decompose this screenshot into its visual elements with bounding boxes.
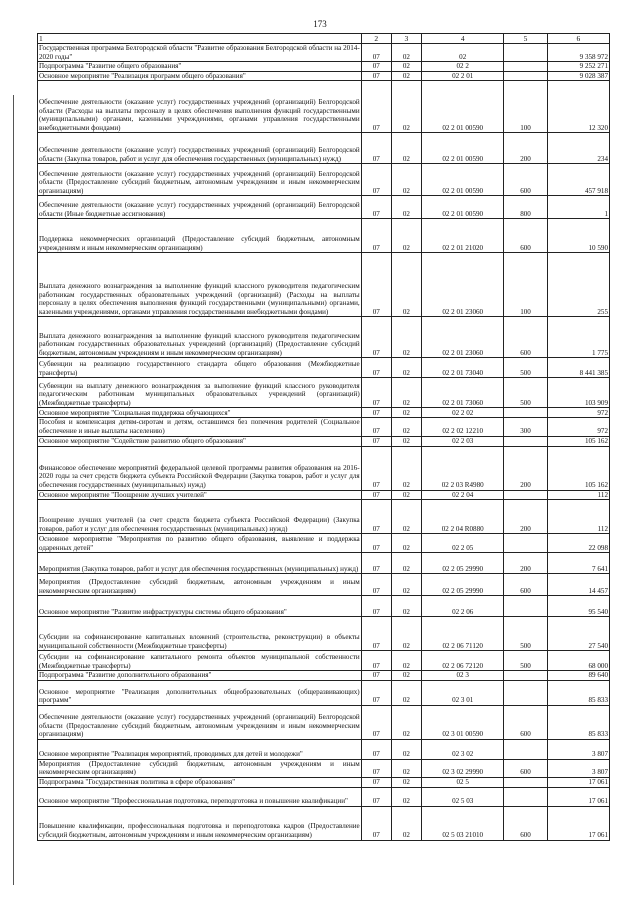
row-target-code: 02 5 03 21010 <box>422 806 504 840</box>
row-subsection: 02 <box>391 44 421 62</box>
header-col-4: 4 <box>422 34 504 44</box>
row-name: Обеспечение деятельности (оказание услуг) государственных учреждений (организаций) Белгородской области (Предоставление субсидий бюджетным, автономным учреждениям и иным некоммерческим организациям) <box>38 705 362 739</box>
row-expense-type: 300 <box>504 418 547 436</box>
row-expense-type <box>504 787 547 806</box>
table-header <box>38 34 610 44</box>
row-amount: 3 807 <box>547 739 609 759</box>
row-name: Государственная программа Белгородской области "Развитие образования Белгородской области на 2014-2020 годы" <box>39 44 360 61</box>
row-subsection: 02 <box>391 446 421 490</box>
table-row <box>38 553 610 574</box>
table-row <box>38 777 610 787</box>
row-section: 07 <box>361 671 391 681</box>
table-row <box>38 534 610 553</box>
row-expense-type: 100 <box>504 253 547 317</box>
row-expense-type: 600 <box>504 574 547 596</box>
row-target-code: 02 2 03 R4980 <box>422 446 504 490</box>
row-section: 07 <box>361 196 391 219</box>
row-section: 07 <box>361 81 391 133</box>
table-row <box>38 164 610 196</box>
row-amount: 89 640 <box>547 671 609 681</box>
row-target-code: 02 <box>422 44 504 62</box>
header-col-6: 6 <box>547 34 609 44</box>
row-target-code: 02 2 06 72120 <box>422 651 504 671</box>
row-section: 07 <box>361 777 391 787</box>
row-amount: 17 061 <box>547 777 609 787</box>
row-target-code: 02 3 02 <box>422 739 504 759</box>
row-amount: 105 162 <box>547 436 609 446</box>
row-subsection: 02 <box>391 133 421 164</box>
row-subsection: 02 <box>391 680 421 705</box>
row-section: 07 <box>361 164 391 196</box>
row-name: Поддержка некоммерческих организаций (Предоставление субсидий бюджетным, автономным учреждениям и иным некоммерческим организациям) <box>38 219 362 253</box>
row-expense-type <box>504 71 547 81</box>
row-subsection: 02 <box>391 617 421 651</box>
row-subsection: 02 <box>391 739 421 759</box>
row-name: Поощрение лучших учителей (за счет средств бюджета субъекта Российской Федерации) (Закупка товаров, работ и услуг для обеспечения государственных (муниципальных) нужд) <box>38 500 362 534</box>
row-subsection: 02 <box>391 81 421 133</box>
row-amount: 1 <box>547 196 609 219</box>
row-subsection: 02 <box>391 253 421 317</box>
row-target-code: 02 2 05 29990 <box>422 553 504 574</box>
row-section: 07 <box>361 133 391 164</box>
row-subsection: 02 <box>391 553 421 574</box>
row-name: Мероприятия (Закупка товаров, работ и услуг для обеспечения государственных (муниципальных) нужд) <box>38 553 362 574</box>
row-section: 07 <box>361 574 391 596</box>
row-amount: 112 <box>547 500 609 534</box>
row-section: 07 <box>361 219 391 253</box>
table-row <box>38 705 610 739</box>
table-row <box>38 378 610 408</box>
row-amount: 255 <box>547 253 609 317</box>
row-amount: 103 909 <box>547 378 609 408</box>
row-target-code: 02 2 05 <box>422 534 504 553</box>
row-name: Основное мероприятие "Реализация программ общего образования" <box>38 71 362 81</box>
table-row <box>38 574 610 596</box>
row-subsection: 02 <box>391 196 421 219</box>
row-name: Основное мероприятие "Реализация мероприятий, проводимых для детей и молодежи" <box>38 739 362 759</box>
row-section: 07 <box>361 62 391 72</box>
row-section: 07 <box>361 490 391 500</box>
row-target-code: 02 2 04 R0880 <box>422 500 504 534</box>
header-col-5: 5 <box>504 34 547 44</box>
row-amount: 972 <box>547 408 609 418</box>
row-target-code: 02 2 01 73040 <box>422 358 504 378</box>
table-row <box>38 418 610 436</box>
row-amount: 9 252 271 <box>547 62 609 72</box>
table-row <box>38 219 610 253</box>
table-row <box>38 62 610 72</box>
row-amount: 10 590 <box>547 219 609 253</box>
row-name: Мероприятия (Предоставление субсидий бюджетным, автономным учреждениям и иным некоммерческим организациям) <box>39 759 360 777</box>
row-expense-type <box>504 739 547 759</box>
row-name: Основное мероприятие "Профессиональная подготовка, переподготовка и повышение квалификации" <box>38 787 362 806</box>
row-expense-type <box>504 671 547 681</box>
row-section: 07 <box>361 680 391 705</box>
row-subsection: 02 <box>391 317 421 358</box>
row-name: Выплата денежного вознаграждения за выполнение функций классного руководителя педагогическим работникам государственных образовательных учреждений (организаций) (Расходы на выплаты персоналу в целях обеспечения выполнения функций государственными (муниципальными) органами, казенными учреждениями, органами управления государственными внебюджетными фондами) <box>38 253 362 317</box>
row-expense-type <box>504 62 547 72</box>
row-expense-type <box>504 680 547 705</box>
table-row <box>38 71 610 81</box>
row-amount: 85 833 <box>547 705 609 739</box>
row-subsection: 02 <box>391 378 421 408</box>
row-expense-type: 500 <box>504 651 547 671</box>
binding-margin-line <box>13 95 14 885</box>
row-target-code: 02 3 01 <box>422 680 504 705</box>
row-name: Основное мероприятие "Реализация дополнительных общеобразовательных (общеразвивающих) программ" <box>38 680 362 705</box>
row-target-code: 02 5 03 <box>422 787 504 806</box>
row-section: 07 <box>361 408 391 418</box>
row-target-code: 02 3 01 00590 <box>422 705 504 739</box>
table-row <box>38 133 610 164</box>
row-amount: 17 061 <box>547 806 609 840</box>
table-row <box>38 436 610 446</box>
row-target-code: 02 3 <box>422 671 504 681</box>
row-subsection: 02 <box>391 418 421 436</box>
header-col-1: 1 <box>38 34 362 44</box>
table-row <box>38 680 610 705</box>
row-name: Обеспечение деятельности (оказание услуг) государственных учреждений (организаций) Белгородской области (Иные бюджетные ассигнования) <box>38 196 362 219</box>
row-expense-type: 200 <box>504 553 547 574</box>
row-subsection: 02 <box>391 596 421 617</box>
row-subsection: 02 <box>391 671 421 681</box>
table-row <box>38 81 610 133</box>
row-name: Подпрограмма "Государственная политика в сфере образования" <box>38 777 362 787</box>
table-body <box>38 44 610 841</box>
row-name: Основное мероприятие "Содействие развитию общего образования" <box>38 436 362 446</box>
row-expense-type: 800 <box>504 196 547 219</box>
row-expense-type: 200 <box>504 446 547 490</box>
row-amount: 22 098 <box>547 534 609 553</box>
row-section: 07 <box>361 418 391 436</box>
row-section: 07 <box>361 759 391 777</box>
header-col-2: 2 <box>361 34 391 44</box>
row-section: 07 <box>361 553 391 574</box>
row-name: Подпрограмма "Развитие общего образования" <box>38 62 362 72</box>
row-amount: 234 <box>547 133 609 164</box>
row-expense-type: 500 <box>504 378 547 408</box>
row-name: Подпрограмма "Развитие дополнительного образования" <box>38 671 362 681</box>
row-expense-type <box>504 436 547 446</box>
row-subsection: 02 <box>391 787 421 806</box>
row-section: 07 <box>361 534 391 553</box>
row-amount: 972 <box>547 418 609 436</box>
row-name: Основное мероприятие "Развитие инфраструктуры системы общего образования" <box>38 596 362 617</box>
row-target-code: 02 2 01 00590 <box>422 133 504 164</box>
row-section: 07 <box>361 358 391 378</box>
row-amount: 1 775 <box>547 317 609 358</box>
table-row <box>38 671 610 681</box>
row-target-code: 02 2 02 <box>422 408 504 418</box>
row-amount: 112 <box>547 490 609 500</box>
row-amount: 68 000 <box>547 651 609 671</box>
row-expense-type: 100 <box>504 81 547 133</box>
row-target-code: 02 2 <box>422 62 504 72</box>
row-name: Мероприятия (Предоставление субсидий бюджетным, автономным учреждениям и иным некоммерческим организациям) <box>38 574 362 596</box>
row-name: Повышение квалификации, профессиональная подготовка и переподготовка кадров (Предоставление субсидий бюджетным, автономным учреждениям и иным некоммерческим организациям) <box>38 806 362 840</box>
table-row <box>38 490 610 500</box>
row-amount: 8 441 385 <box>547 358 609 378</box>
row-target-code: 02 2 03 <box>422 436 504 446</box>
row-expense-type <box>504 408 547 418</box>
row-name: Субвенции на выплату денежного вознаграждения за выполнение функций классного руководителя педагогическим работникам муниципальных образовательных учреждений (организаций) (Межбюджетные трансферты) <box>38 378 362 408</box>
row-subsection: 02 <box>391 534 421 553</box>
row-section: 07 <box>361 500 391 534</box>
row-expense-type: 500 <box>504 617 547 651</box>
row-target-code: 02 2 01 23060 <box>422 317 504 358</box>
row-target-code: 02 2 01 23060 <box>422 253 504 317</box>
row-subsection: 02 <box>391 408 421 418</box>
row-expense-type <box>504 534 547 553</box>
row-amount: 95 540 <box>547 596 609 617</box>
row-name: Обеспечение деятельности (оказание услуг) государственных учреждений (организаций) Белгородской области (Закупка товаров, работ и услуг для обеспечения государственных (муниципальных) нужд) <box>38 133 362 164</box>
row-amount: 27 540 <box>547 617 609 651</box>
row-subsection: 02 <box>391 806 421 840</box>
row-name: Основное мероприятие "Поощрение лучших учителей" <box>38 490 362 500</box>
row-section: 07 <box>361 378 391 408</box>
row-amount: 14 457 <box>547 574 609 596</box>
row-subsection: 02 <box>391 777 421 787</box>
row-subsection: 02 <box>391 219 421 253</box>
row-section: 07 <box>361 446 391 490</box>
row-target-code: 02 2 06 <box>422 596 504 617</box>
table-row <box>38 408 610 418</box>
row-amount: 3 807 <box>547 759 609 777</box>
table-row <box>38 44 610 62</box>
row-section: 07 <box>361 317 391 358</box>
row-name: Обеспечение деятельности (оказание услуг) государственных учреждений (организаций) Белгородской области (Предоставление субсидий бюджетным, автономным учреждениям и иным некоммерческим организациям) <box>38 164 362 196</box>
table-row <box>38 500 610 534</box>
row-subsection: 02 <box>391 62 421 72</box>
row-target-code: 02 2 01 00590 <box>422 196 504 219</box>
row-section: 07 <box>361 253 391 317</box>
table-row <box>38 446 610 490</box>
row-name: Основное мероприятие "Мероприятия по развитию общего образования, выявление и поддержка одаренных детей" <box>39 534 360 552</box>
row-expense-type: 500 <box>504 358 547 378</box>
row-expense-type: 600 <box>504 317 547 358</box>
table-row <box>38 651 610 671</box>
row-expense-type: 200 <box>504 133 547 164</box>
row-section: 07 <box>361 651 391 671</box>
row-target-code: 02 2 06 71120 <box>422 617 504 651</box>
table-row <box>38 617 610 651</box>
row-subsection: 02 <box>391 705 421 739</box>
row-subsection: 02 <box>391 436 421 446</box>
row-subsection: 02 <box>391 358 421 378</box>
row-name: Субвенции на реализацию государственного стандарта общего образования (Межбюджетные трансферты) <box>38 358 362 378</box>
header-col-3: 3 <box>391 34 421 44</box>
row-expense-type: 600 <box>504 759 547 777</box>
row-target-code: 02 3 02 29990 <box>422 759 504 777</box>
row-subsection: 02 <box>391 164 421 196</box>
row-target-code: 02 2 01 00590 <box>422 164 504 196</box>
row-amount: 9 028 387 <box>547 71 609 81</box>
row-expense-type: 600 <box>504 705 547 739</box>
table-row <box>38 806 610 840</box>
table-row <box>38 739 610 759</box>
row-name: Субсидии на софинансирование капитальных вложений (строительства, реконструкции) в объекты муниципальной собственности (Межбюджетные трансферты) <box>38 617 362 651</box>
row-amount: 105 162 <box>547 446 609 490</box>
row-expense-type <box>504 490 547 500</box>
table-row <box>38 358 610 378</box>
row-expense-type: 600 <box>504 219 547 253</box>
row-amount: 457 918 <box>547 164 609 196</box>
row-target-code: 02 2 02 12210 <box>422 418 504 436</box>
row-expense-type: 600 <box>504 164 547 196</box>
row-section: 07 <box>361 617 391 651</box>
row-subsection: 02 <box>391 651 421 671</box>
row-target-code: 02 5 <box>422 777 504 787</box>
table-row <box>38 759 610 777</box>
row-amount: 85 833 <box>547 680 609 705</box>
row-name: Выплата денежного вознаграждения за выполнение функций классного руководителя педагогическим работникам государственных образовательных учреждений (организаций) (Предоставление субсидий бюджетным, автономным учреждениям и иным некоммерческим организациям) <box>38 317 362 358</box>
row-section: 07 <box>361 436 391 446</box>
row-amount: 9 358 972 <box>547 44 609 62</box>
row-target-code: 02 2 01 <box>422 71 504 81</box>
table-row <box>38 196 610 219</box>
row-section: 07 <box>361 705 391 739</box>
page-number: 173 <box>313 19 327 29</box>
row-subsection: 02 <box>391 71 421 81</box>
row-expense-type: 200 <box>504 500 547 534</box>
row-name: Пособия и компенсация детям-сиротам и детям, оставшимся без попечения родителей (Социальное обеспечение и иные выплаты населению) <box>39 418 360 435</box>
row-section: 07 <box>361 71 391 81</box>
row-amount: 7 641 <box>547 553 609 574</box>
row-target-code: 02 2 04 <box>422 490 504 500</box>
row-name: Основное мероприятие "Социальная поддержка обучающихся" <box>38 408 362 418</box>
row-expense-type <box>504 596 547 617</box>
row-name: Субсидии на софинансирование капитального ремонта объектов муниципальной собственности (Межбюджетные трансферты) <box>38 651 362 671</box>
row-expense-type: 600 <box>504 806 547 840</box>
budget-table <box>37 33 610 841</box>
row-target-code: 02 2 05 29990 <box>422 574 504 596</box>
row-section: 07 <box>361 739 391 759</box>
table-row <box>38 253 610 317</box>
row-expense-type <box>504 777 547 787</box>
row-expense-type <box>504 44 547 62</box>
row-target-code: 02 2 01 73060 <box>422 378 504 408</box>
row-target-code: 02 2 01 00590 <box>422 81 504 133</box>
row-subsection: 02 <box>391 574 421 596</box>
row-section: 07 <box>361 596 391 617</box>
row-section: 07 <box>361 806 391 840</box>
table-row <box>38 317 610 358</box>
row-amount: 17 061 <box>547 787 609 806</box>
row-section: 07 <box>361 787 391 806</box>
row-subsection: 02 <box>391 759 421 777</box>
row-name: Обеспечение деятельности (оказание услуг) государственных учреждений (организаций) Белгородской области (Расходы на выплаты персоналу в целях обеспечения выполнения функций государственными (муниципальными) органами, казенными учреждениями, органами управления государственными внебюджетными фондами) <box>38 81 362 133</box>
row-subsection: 02 <box>391 490 421 500</box>
row-name: Финансовое обеспечение мероприятий федеральной целевой программы развития образования на 2016-2020 годы за счет средств бюджета субъекта Российской Федерации (Закупка товаров, работ и услуг для обеспечения государственных (муниципальных) нужд) <box>38 446 362 490</box>
row-amount: 12 320 <box>547 81 609 133</box>
table-row <box>38 787 610 806</box>
header-row <box>38 34 610 44</box>
row-section: 07 <box>361 44 391 62</box>
row-subsection: 02 <box>391 500 421 534</box>
table-row <box>38 596 610 617</box>
row-target-code: 02 2 01 21020 <box>422 219 504 253</box>
